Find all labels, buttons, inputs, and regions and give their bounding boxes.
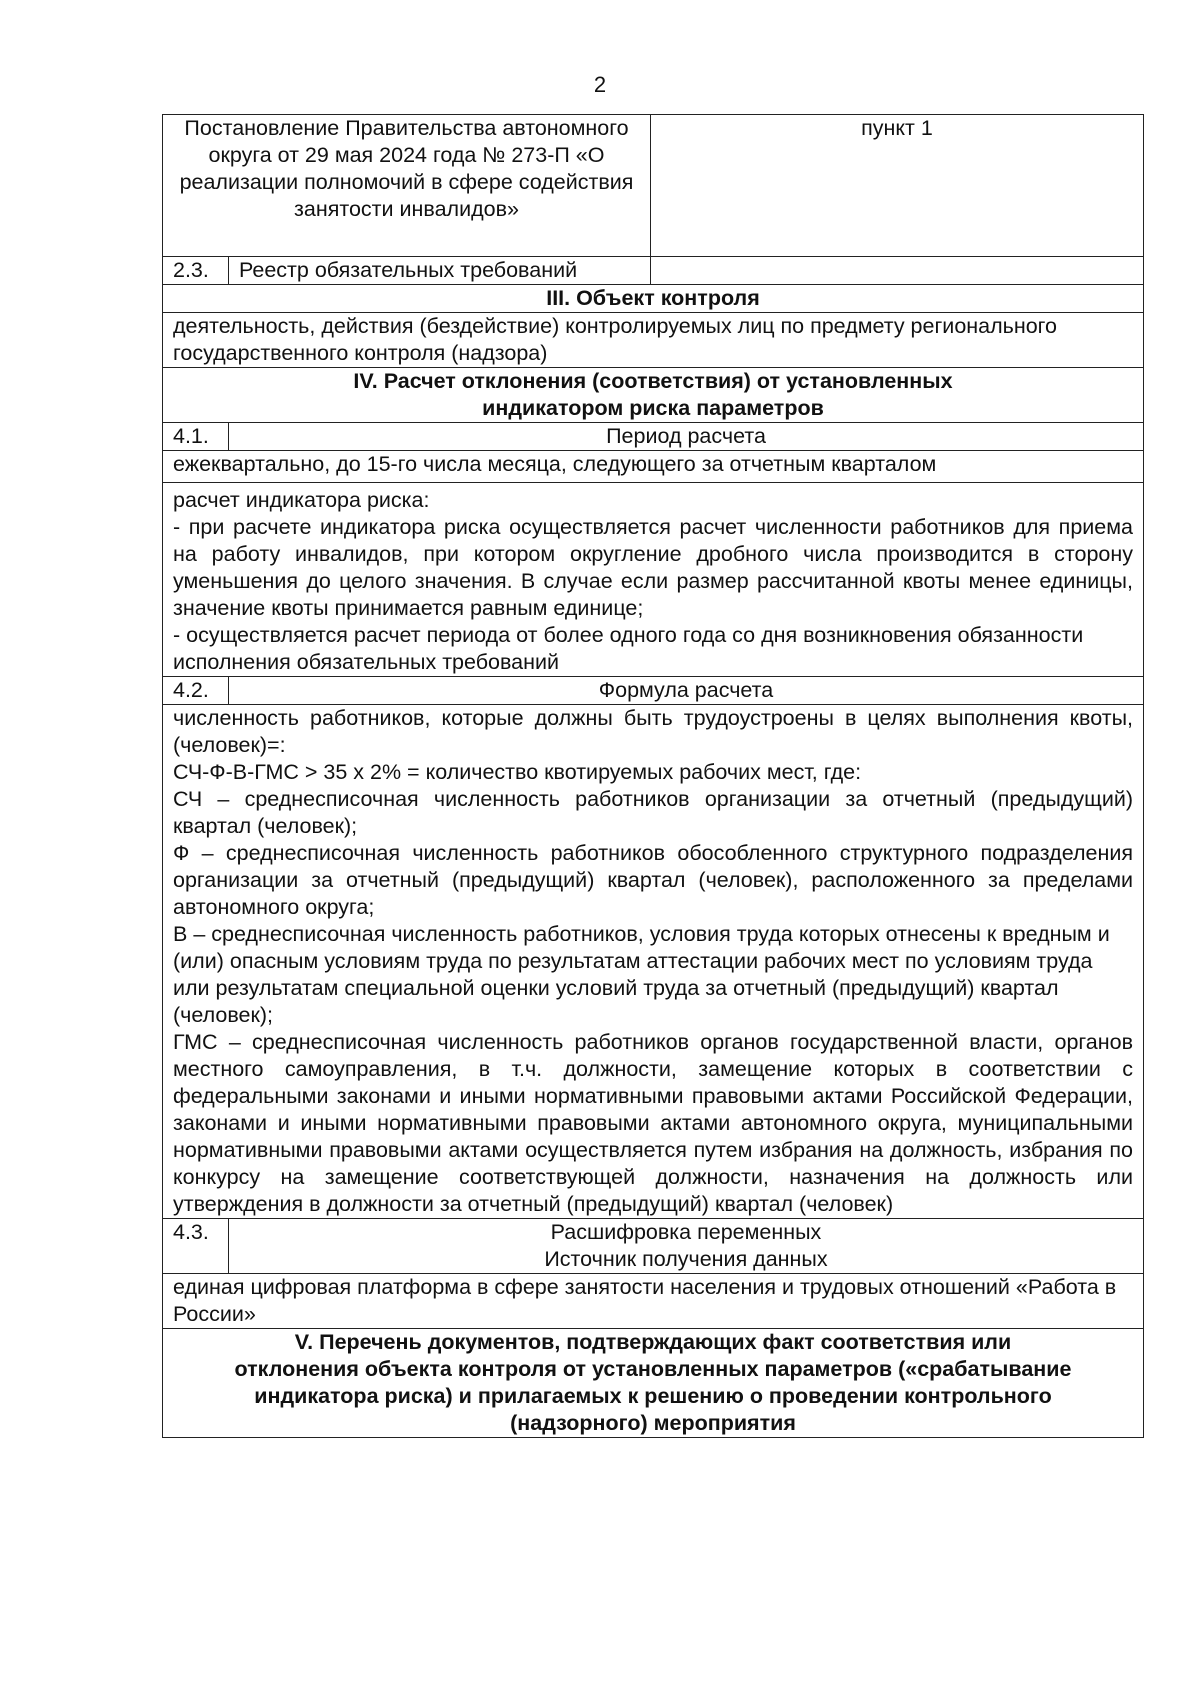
empty-cell [651, 257, 1144, 285]
row-text: Формула расчета [229, 677, 1144, 705]
formula-intro: численность работников, которые должны быть трудоустроены в целях выполнения квоты, (человек)=: [173, 706, 1133, 757]
section-title-line: отклонения объекта контроля от установленных параметров («срабатывание [234, 1357, 1072, 1381]
period-text: ежеквартально, до 15-го числа месяца, следующего за отчетным кварталом [163, 451, 1144, 483]
section-title [163, 368, 1144, 423]
calc-rules [163, 483, 1144, 677]
row-2-3 [163, 257, 1144, 285]
definition-v: В – среднесписочная численность работников, условия труда которых отнесены к вредным и (или) опасным условиям труда по результатам аттестации рабочих мест по условиям труда или результатам специальной оценки условий труда за отчетный (предыдущий) квартал (человек); [173, 922, 1110, 1027]
row-text-line: Расшифровка переменных [550, 1220, 822, 1244]
section-title-line: (надзорного) мероприятия [510, 1411, 796, 1435]
regulation-table [162, 114, 1144, 1438]
section-3-header [163, 285, 1144, 313]
row-number: 2.3. [163, 257, 229, 285]
source-row [163, 1274, 1144, 1329]
section-title: III. Объект контроля [163, 285, 1144, 313]
formula: СЧ-Ф-В-ГМС > 35 х 2% = количество квотируемых рабочих мест, где: [173, 760, 862, 784]
decree-row [163, 115, 1144, 257]
section-title [163, 1329, 1144, 1438]
row-text [229, 1219, 1144, 1274]
calc-intro: расчет индикатора риска: [173, 488, 430, 512]
page-number: 2 [593, 72, 607, 97]
calc-rule-item: - при расчете индикатора риска осуществляется расчет численности работников для приема на работу инвалидов, при котором округление дробного числа производится в сторону уменьшения до целого значения. В случае если размер рассчитанной квоты менее единицы, значение квоты принимается равным единице; [173, 515, 1133, 620]
data-source: единая цифровая платформа в сфере занятости населения и трудовых отношений «Работа в России» [163, 1274, 1144, 1329]
decree-reference: Постановление Правительства автономного округа от 29 мая 2024 года № 273-П «О реализации полномочий в сфере содействия занятости инвалидов» [163, 115, 651, 257]
row-text: Период расчета [229, 423, 1144, 451]
row-text-line: Источник получения данных [544, 1247, 828, 1271]
definition-sch: СЧ – среднесписочная численность работников организации за отчетный (предыдущий) квартал (человек); [173, 787, 1133, 838]
section-3-body [163, 313, 1144, 368]
definition-gms: ГМС – среднесписочная численность работников органов государственной власти, органов местного самоуправления, в т.ч. должности, замещение которых в соответствии с федеральными законами и иными нормативными правовыми актами Российской Федерации, законами и иными нормативными правовыми актами автономного округа, муниципальными нормативными правовыми актами осуществляется путем избрания на должность, избрания по конкурсу на замещение соответствующей должности, назначения на должность или утверждения в должности за отчетный (предыдущий) квартал (человек) [173, 1030, 1133, 1216]
period-row [163, 451, 1144, 483]
section-title-line: IV. Расчет отклонения (соответствия) от установленных [353, 369, 953, 393]
section-5-header [163, 1329, 1144, 1438]
section-title-line: индикатора риска) и прилагаемых к решению о проведении контрольного [254, 1384, 1052, 1408]
section-title-line: индикатором риска параметров [482, 396, 824, 420]
row-4-2 [163, 677, 1144, 705]
formula-block [163, 705, 1144, 1219]
row-4-1 [163, 423, 1144, 451]
calc-rule-item: - осуществляется расчет периода от более одного года со дня возникновения обязанности исполнения обязательных требований [173, 623, 1084, 674]
row-number: 4.3. [163, 1219, 229, 1274]
section-4-header [163, 368, 1144, 423]
control-object-text: деятельность, действия (бездействие) контролируемых лиц по предмету регионального государственного контроля (надзора) [163, 313, 1144, 368]
calc-rules-row [163, 483, 1144, 677]
formula-row [163, 705, 1144, 1219]
definition-f: Ф – среднесписочная численность работников обособленного структурного подразделения организации за отчетный (предыдущий) квартал (человек), расположенного за пределами автономного округа; [173, 841, 1133, 919]
row-4-3 [163, 1219, 1144, 1274]
row-text: Реестр обязательных требований [229, 257, 651, 285]
section-title-line: V. Перечень документов, подтверждающих факт соответствия или [294, 1330, 1012, 1354]
decree-clause: пункт 1 [651, 115, 1144, 257]
row-number: 4.2. [163, 677, 229, 705]
row-number: 4.1. [163, 423, 229, 451]
